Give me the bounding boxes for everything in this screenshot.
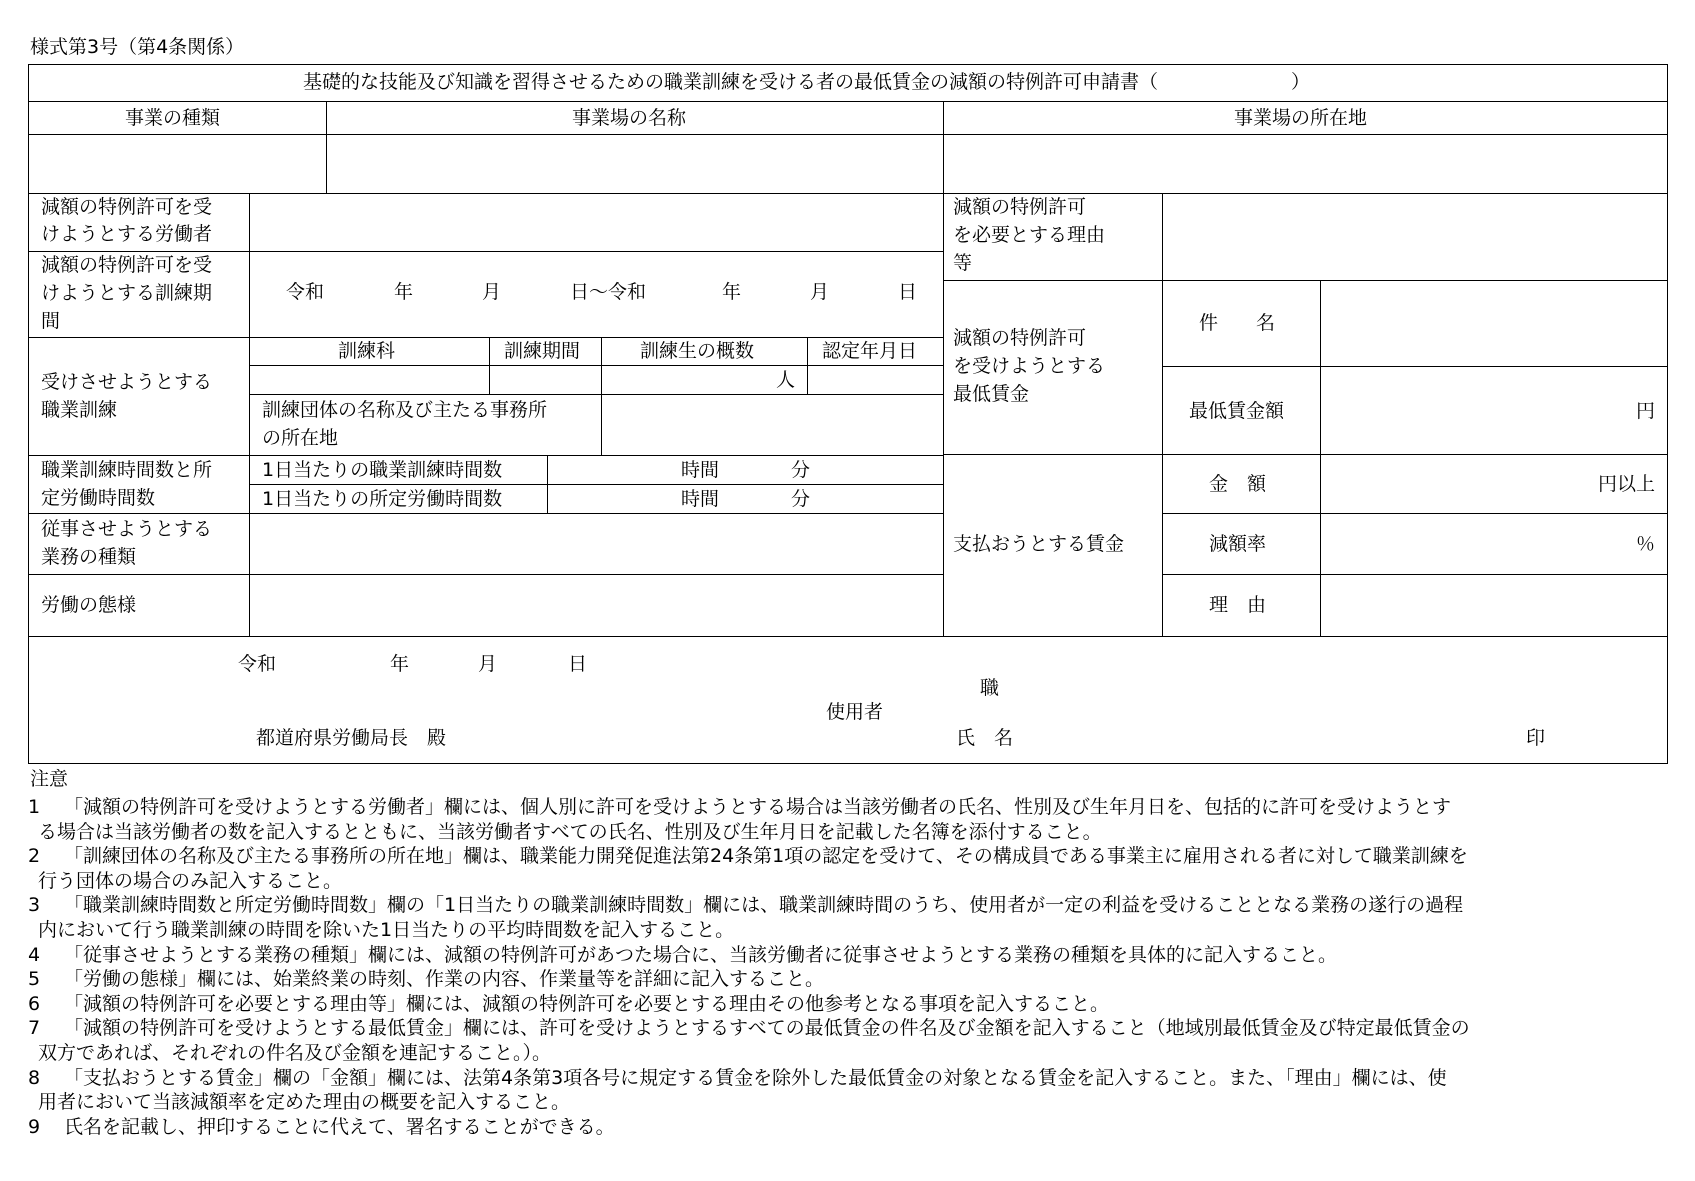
note-item <box>28 868 1668 894</box>
workplace-name-input[interactable] <box>327 135 944 194</box>
note-item <box>28 942 1668 968</box>
note-text: 用者において当該減額率を定めた理由の概要を記入すること。 <box>38 1091 571 1114</box>
note-text: 「減額の特例許可を受けようとする労働者」欄には、個人別に許可を受けようとする場合は当該労働者の氏名、性別及び生年月日を、包括的に許可を受けようとす <box>64 796 1452 818</box>
header-workplace-address: 事業場の所在地 <box>944 102 1668 135</box>
note-text: 「職業訓練時間数と所定労働時間数」欄の「1日当たりの職業訓練時間数」欄には、職業訓練時間のうち、使用者が一定の利益を受けることとなる業務の遂行の過程 <box>64 894 1464 917</box>
col-training-period: 訓練期間 <box>490 338 602 366</box>
note-text: 「訓練団体の名称及び主たる事務所の所在地」欄は、職業能力開発促進法第24条第1項の認定を受けて、その構成員である事業主に雇用される者に対して職業訓練を <box>64 845 1468 868</box>
certification-date-input[interactable] <box>808 366 944 395</box>
training-period-label: 減額の特例許可を受 けようとする訓練期 間 <box>28 252 250 338</box>
daily-training-hours-input[interactable]: 時間 分 <box>548 456 944 485</box>
signature-area <box>28 637 1668 764</box>
wage-reason-label: 理 由 <box>1163 575 1321 637</box>
note-item <box>28 794 1668 820</box>
note-text: る場合は当該労働者の数を記入するとともに、当該労働者すべての氏名、性別及び生年月日を記載した名簿を添付すること。 <box>38 820 1102 843</box>
form-title-cell <box>28 64 1668 102</box>
notes-heading: 注意 <box>30 768 69 790</box>
note-text: 「労働の態様」欄には、始業終業の時刻、作業の内容、作業量等を詳細に記入すること。 <box>64 968 825 991</box>
hours-label: 職業訓練時間数と所 定労働時間数 <box>28 456 250 514</box>
form-title: 基礎的な技能及び知識を習得させるための職業訓練を受ける者の最低賃金の減額の特例許可申請書（ ） <box>303 71 1311 93</box>
position-label: 職 <box>980 677 1000 699</box>
wage-to-pay-label: 支払おうとする賃金 <box>944 455 1163 637</box>
training-period-input[interactable]: 令和 年 月 日～令和 年 月 日 <box>250 252 944 338</box>
trainee-count-input[interactable]: 人 <box>602 366 808 395</box>
minimum-wage-label: 減額の特例許可 を受けようとする 最低賃金 <box>944 281 1163 455</box>
form-number: 様式第3号（第4条関係） <box>30 36 245 58</box>
duty-type-input[interactable] <box>250 514 944 575</box>
note-item <box>28 1040 1668 1066</box>
col-trainee-count: 訓練生の概数 <box>602 338 808 366</box>
note-number: 1 <box>28 796 41 818</box>
note-text: 「従事させようとする業務の種類」欄には、減額の特例許可があつた場合に、当該労働者に従事させようとする業務の種類を具体的に記入すること。 <box>64 943 1338 966</box>
training-org-input[interactable] <box>602 395 944 456</box>
reduction-rate-label: 減額率 <box>1163 514 1321 575</box>
note-text: 「支払おうとする賃金」欄の「金額」欄には、法第4条第3項各号に規定する賃金を除外した最低賃金の対象となる賃金を記入すること。また、「理由」欄には、使 <box>64 1066 1447 1089</box>
worker-input[interactable] <box>250 194 944 252</box>
note-item <box>28 917 1668 943</box>
note-item <box>28 966 1668 992</box>
vocational-training-label: 受けさせようとする 職業訓練 <box>28 338 250 456</box>
reason-input[interactable] <box>1163 194 1668 281</box>
business-type-input[interactable] <box>28 135 327 194</box>
training-course-input[interactable] <box>250 366 490 395</box>
minimum-wage-amount-input[interactable]: 円 <box>1321 367 1668 455</box>
seal-label: 印 <box>1526 727 1546 749</box>
note-text: 「減額の特例許可を受けようとする最低賃金」欄には、許可を受けようとするすべての最低賃金の件名及び金額を記入すること（地域別最低賃金及び特定最低賃金の <box>64 1017 1470 1040</box>
daily-work-hours-input[interactable]: 時間 分 <box>548 485 944 514</box>
note-item <box>28 1089 1668 1115</box>
note-number: 9 <box>28 1115 41 1138</box>
note-item <box>28 819 1668 845</box>
note-text: 双方であれば、それぞれの件名及び金額を連記すること。）。 <box>38 1042 552 1064</box>
labor-mode-label: 労働の態様 <box>28 575 250 637</box>
note-text: 氏名を記載し、押印することに代えて、署名することができる。 <box>64 1115 615 1138</box>
note-number: 5 <box>28 968 41 991</box>
date-reiwa: 令和 <box>238 653 277 675</box>
header-workplace-name: 事業場の名称 <box>327 102 944 135</box>
training-org-label: 訓練団体の名称及び主たる事務所 の所在地 <box>250 395 602 456</box>
note-item <box>28 991 1668 1017</box>
duty-type-label: 従事させようとする 業務の種類 <box>28 514 250 575</box>
note-number: 4 <box>28 943 41 966</box>
amount-label: 金 額 <box>1163 455 1321 514</box>
employer-label: 使用者 <box>826 701 884 723</box>
col-certification-date: 認定年月日 <box>808 338 944 366</box>
training-period-short-input[interactable] <box>490 366 602 395</box>
daily-work-hours-label: 1日当たりの所定労働時間数 <box>250 485 548 514</box>
date-day: 日 <box>568 653 588 675</box>
note-text: 内において行う職業訓練の時間を除いた1日当たりの平均時間数を記入すること。 <box>38 919 735 941</box>
note-item <box>28 1065 1668 1091</box>
note-item <box>28 1015 1668 1041</box>
note-number: 3 <box>28 894 41 917</box>
workplace-address-input[interactable] <box>944 135 1668 194</box>
reduction-rate-input[interactable]: ％ <box>1321 514 1668 575</box>
date-year: 年 <box>390 653 410 675</box>
note-item <box>28 892 1668 918</box>
labor-mode-input[interactable] <box>250 575 944 637</box>
amount-input[interactable]: 円以上 <box>1321 455 1668 514</box>
case-name-label: 件 名 <box>1163 281 1321 367</box>
case-name-input[interactable] <box>1321 281 1668 367</box>
daily-training-hours-label: 1日当たりの職業訓練時間数 <box>250 456 548 485</box>
name-label: 氏 名 <box>956 727 1014 749</box>
addressee: 都道府県労働局長 殿 <box>256 727 447 749</box>
header-business-type: 事業の種類 <box>28 102 327 135</box>
note-number: 7 <box>28 1017 41 1040</box>
note-text: 「減額の特例許可を必要とする理由等」欄には、減額の特例許可を必要とする理由その他参考となる事項を記入すること。 <box>64 992 1110 1015</box>
note-item <box>28 1114 1668 1140</box>
minimum-wage-amount-label: 最低賃金額 <box>1163 367 1321 455</box>
note-number: 8 <box>28 1066 41 1089</box>
col-training-course: 訓練科 <box>250 338 490 366</box>
wage-reason-input[interactable] <box>1321 575 1668 637</box>
date-month: 月 <box>478 653 498 675</box>
reason-label: 減額の特例許可 を必要とする理由 等 <box>944 194 1163 281</box>
note-item <box>28 843 1668 869</box>
note-number: 2 <box>28 845 41 868</box>
worker-label: 減額の特例許可を受 けようとする労働者 <box>28 194 250 252</box>
note-number: 6 <box>28 992 41 1015</box>
note-text: 行う団体の場合のみ記入すること。 <box>38 869 343 892</box>
